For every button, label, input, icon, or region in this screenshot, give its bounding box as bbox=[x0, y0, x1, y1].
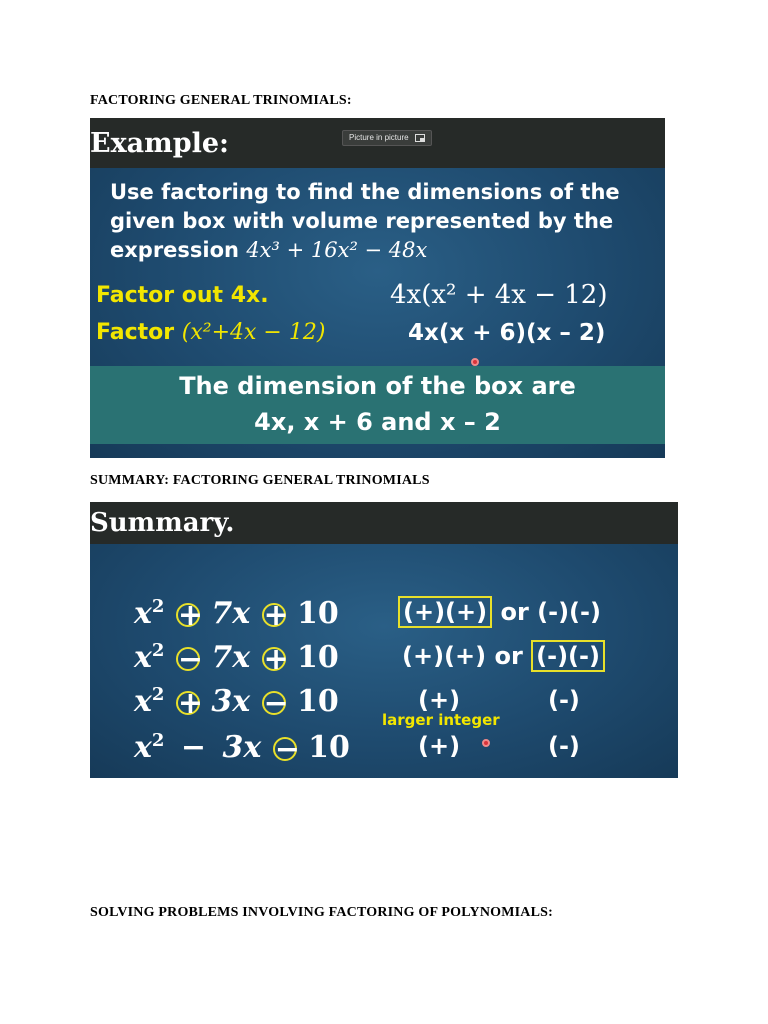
problem-line-3 bbox=[110, 238, 427, 262]
minus-sign: − bbox=[180, 730, 207, 765]
alt-signs: (-)(-) bbox=[537, 598, 601, 626]
summary-row-4-plus: (+) bbox=[418, 732, 461, 760]
slide-title: Example: bbox=[90, 128, 230, 159]
picture-in-picture-button[interactable] bbox=[342, 130, 432, 146]
expression-label: expression bbox=[110, 238, 239, 262]
constant-term: 10 bbox=[297, 640, 339, 675]
summary-row-1: $x^2 + 7x + 10$ bbox=[134, 596, 339, 633]
answer-line-2: 4x, x + 6 and x – 2 bbox=[254, 408, 501, 436]
constant-term: 10 bbox=[297, 684, 339, 719]
picture-in-picture-icon bbox=[415, 134, 425, 142]
sign-circle: + bbox=[177, 598, 204, 633]
summary-row-2-signs bbox=[402, 642, 605, 670]
summary-slide-image bbox=[90, 502, 678, 778]
sign-circle: − bbox=[274, 732, 300, 767]
answer-line-1: The dimension of the box are bbox=[179, 372, 576, 400]
summary-row-3-minus: (-) bbox=[548, 686, 580, 714]
section-heading-factoring: FACTORING GENERAL TRINOMIALS: bbox=[90, 93, 352, 108]
larger-integer-label: larger integer bbox=[382, 711, 500, 729]
slide-title: Summary. bbox=[90, 508, 235, 538]
answer-band bbox=[90, 366, 665, 444]
section-heading-summary: SUMMARY: FACTORING GENERAL TRINOMIALS bbox=[90, 473, 430, 488]
sign-circle: − bbox=[177, 642, 204, 677]
middle-term: 7x bbox=[211, 596, 251, 631]
step2-expression: (x²+4x − 12) bbox=[181, 320, 326, 345]
sign-circle: − bbox=[263, 686, 289, 721]
constant-term: 10 bbox=[297, 596, 339, 631]
x-term: x bbox=[134, 730, 152, 765]
step2-label: Factor bbox=[96, 320, 175, 345]
sign-circle: + bbox=[177, 686, 204, 721]
summary-row-3-plus: (+) bbox=[418, 686, 461, 714]
summary-row-3: $x^2 + 3x - 10$ bbox=[134, 684, 339, 721]
middle-term: 3x bbox=[211, 684, 251, 719]
sign-circle: + bbox=[263, 642, 289, 677]
middle-term: 3x bbox=[222, 730, 262, 765]
section-heading-solving: SOLVING PROBLEMS INVOLVING FACTORING OF POLYNOMIALS: bbox=[90, 905, 553, 920]
example-slide-image bbox=[90, 118, 665, 458]
cursor-pointer-dot bbox=[482, 739, 490, 747]
highlighted-signs: (+)(+) bbox=[398, 596, 492, 628]
summary-row-4-minus: (-) bbox=[548, 732, 580, 760]
step1-result: 4x(x² + 4x − 12) bbox=[390, 280, 608, 310]
cursor-pointer-dot bbox=[471, 358, 479, 366]
or-text: or bbox=[494, 642, 523, 670]
x-term: x bbox=[134, 640, 152, 675]
pip-label: Picture in picture bbox=[349, 133, 409, 142]
x-term: x bbox=[134, 684, 152, 719]
step2-result: 4x(x + 6)(x – 2) bbox=[408, 320, 606, 346]
slide-title-bar bbox=[90, 502, 678, 544]
problem-line-1: Use factoring to find the dimensions of the bbox=[110, 180, 620, 204]
step2-row bbox=[96, 320, 325, 345]
summary-row-2: $x^2 - 7x + 10$ bbox=[134, 640, 339, 677]
summary-row-1-signs bbox=[398, 598, 601, 626]
signs: (+)(+) bbox=[402, 642, 487, 670]
volume-expression: 4x³ + 16x² − 48x bbox=[246, 238, 428, 262]
sign-circle: + bbox=[263, 598, 289, 633]
x-term: x bbox=[134, 596, 152, 631]
slide-title-bar bbox=[90, 118, 665, 168]
or-text: or bbox=[500, 598, 529, 626]
constant-term: 10 bbox=[308, 730, 350, 765]
middle-term: 7x bbox=[211, 640, 251, 675]
summary-row-4: $x^2 - 3x - 10$ bbox=[134, 730, 350, 767]
step1-label: Factor out 4x. bbox=[96, 283, 269, 308]
highlighted-alt-signs: (-)(-) bbox=[531, 640, 605, 672]
problem-line-2: given box with volume represented by the bbox=[110, 209, 614, 233]
